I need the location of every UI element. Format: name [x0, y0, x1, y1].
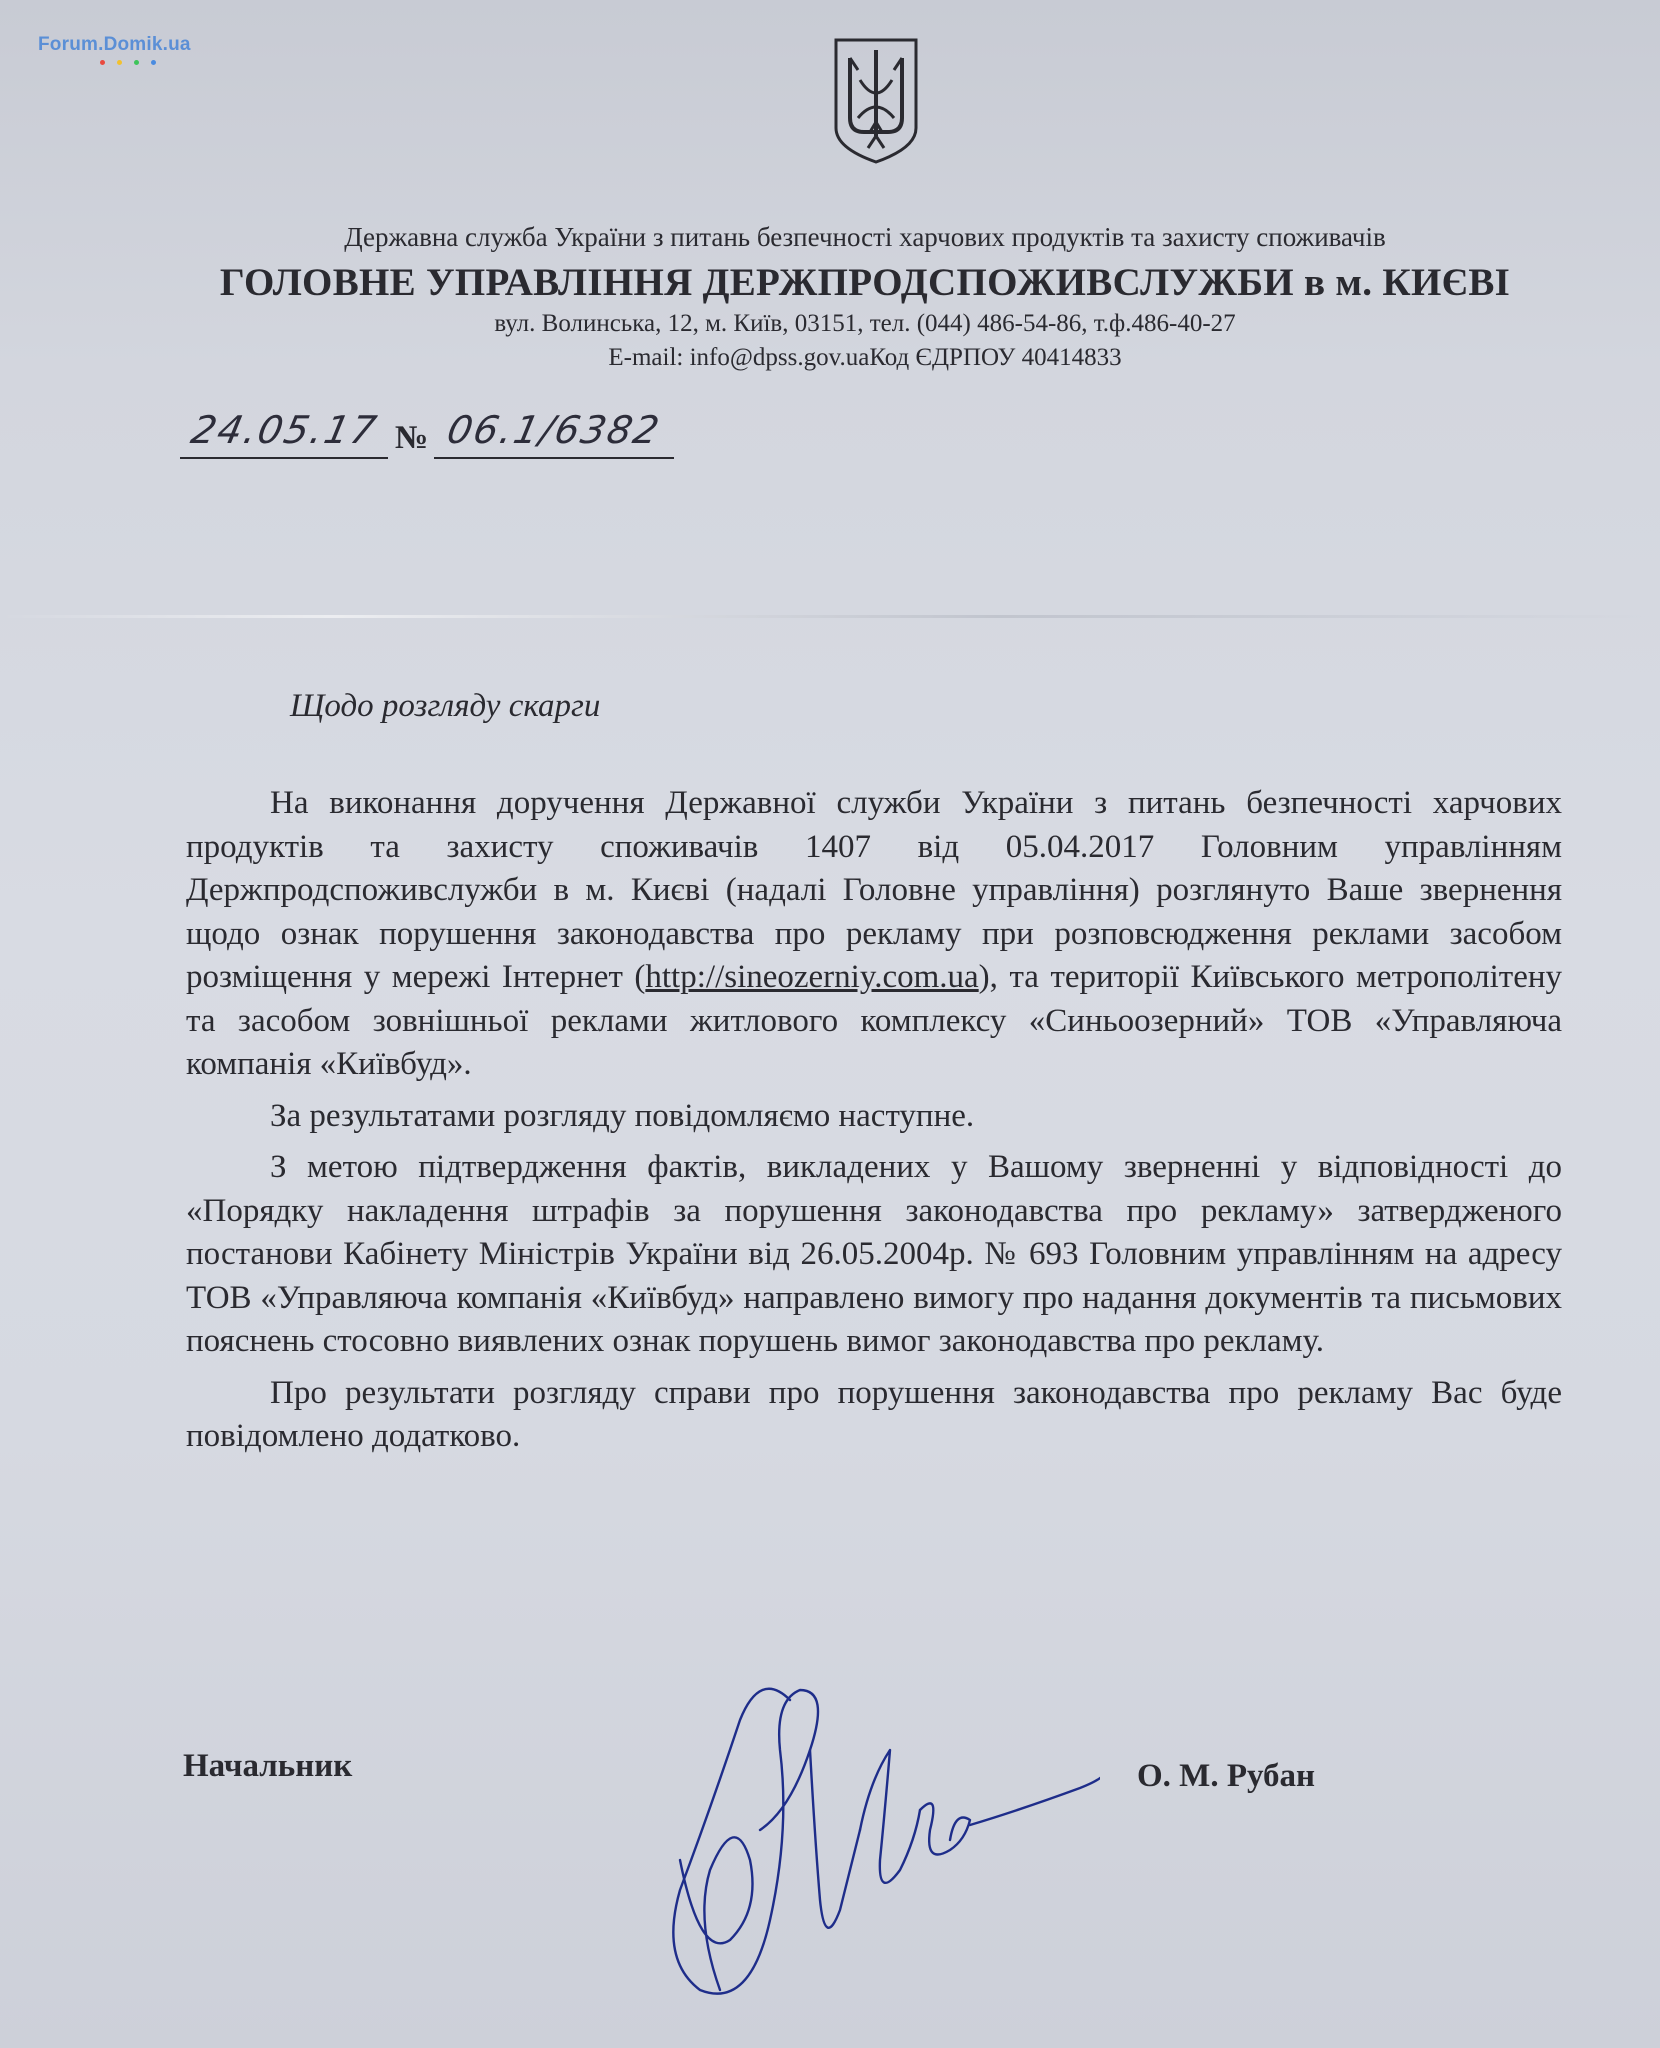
signatory-name: О. М. Рубан	[1137, 1758, 1316, 1794]
trident-emblem-icon	[830, 36, 922, 166]
paragraph-1-end: ), та території Київського метрополітену та засобом зовнішньої реклами житлового комплексу «Синьоозерний» ТОВ «Управляюча компанія «Київбуд».	[186, 959, 1562, 1082]
department-title: ГОЛОВНЕ УПРАВЛІННЯ ДЕРЖПРОДСПОЖИВСЛУЖБИ в м. КИЄВІ	[219, 261, 1511, 304]
date-underline	[180, 457, 388, 459]
letter-subject: Щодо розгляду скарги	[290, 688, 601, 724]
number-underline	[434, 457, 674, 459]
website-link: http://sineozerniy.com.ua	[645, 959, 979, 995]
signatory-role: Начальник	[183, 1748, 353, 1784]
agency-email-code: E-mail: info@dpss.gov.uaКод ЄДРПОУ 40414833	[608, 344, 1122, 371]
watermark-dot	[100, 60, 105, 65]
paper-fold	[0, 615, 1660, 618]
paragraph-1	[186, 782, 1562, 1087]
paragraph-1-start: На виконання доручення Державної служби України з питань безпечності харчових продуктів та захисту споживачів 1407 від 05.04.2017 Головним управлінням Держпродспоживслужби в м. Києві (надалі Головне управління) розглянуто Ваше звернення щодо ознак порушення законодавства про рекламу при розповсюдження реклами засобом розміщення у мережі Інтернет (	[186, 785, 1562, 995]
watermark-dot	[134, 60, 139, 65]
watermark-dot	[151, 60, 156, 65]
paragraph-4: Про результати розгляду справи про порушення законодавства про рекламу Вас буде повідомлено додатково.	[186, 1374, 1562, 1454]
letter-body	[186, 782, 1562, 1467]
paragraph-2: За результатами розгляду повідомляємо наступне.	[270, 1097, 975, 1134]
agency-address: вул. Волинська, 12, м. Київ, 03151, тел. (044) 486-54-86, т.ф.486-40-27	[494, 310, 1236, 337]
watermark-dots	[100, 60, 156, 65]
site-watermark: Forum.Domik.ua	[38, 34, 191, 55]
paragraph-3: З метою підтвердження фактів, викладених у Вашому зверненні у відповідності до «Порядку накладення штрафів за порушення законодавства про рекламу» затвердженого постанови Кабінету Міністрів України від 26.05.2004р. № 693 Головним управлінням на адресу ТОВ «Управляюча компанія «Київбуд» направлено вимогу про надання документів та письмових пояснень стосовно виявлених ознак порушень вимог законодавства про рекламу.	[186, 1149, 1562, 1359]
handwritten-signature	[640, 1660, 1100, 2030]
number-sign: №	[395, 420, 429, 456]
agency-name: Державна служба України з питань безпечності харчових продуктів та захисту споживачів	[344, 222, 1386, 252]
handwritten-reg-number: 06.1/6382	[443, 408, 665, 452]
handwritten-date: 24.05.17	[187, 408, 382, 452]
watermark-dot	[117, 60, 122, 65]
